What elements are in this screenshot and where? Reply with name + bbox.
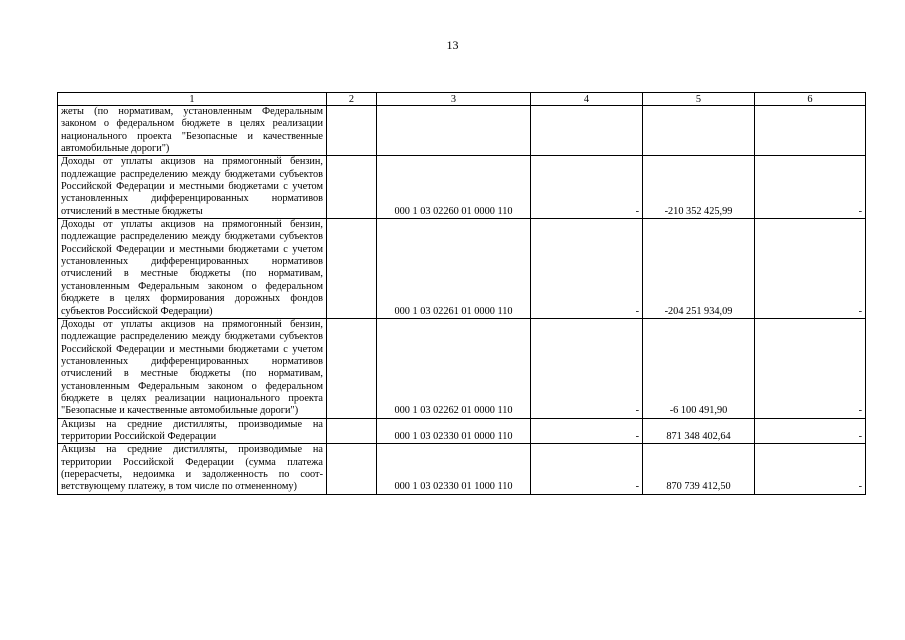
- table-row: [58, 418, 866, 444]
- column-header-3: 3: [377, 93, 531, 106]
- row-col4-cell: -: [531, 318, 643, 418]
- table-row: [58, 219, 866, 319]
- row-col6-cell: -: [755, 318, 866, 418]
- row-code-cell: [377, 106, 531, 156]
- row-col4-cell: -: [531, 219, 643, 319]
- column-header-5: 5: [643, 93, 755, 106]
- table-row: [58, 106, 866, 156]
- row-col2-cell: [327, 156, 377, 219]
- row-code-cell: 000 1 03 02330 01 1000 110: [377, 444, 531, 494]
- row-name-cell: Акцизы на средние дистилляты, производимые на территории Российской Федерации (сумма платежа (перерасчеты, недоимка и задолженность по соответствующему платежу, в том числе по отмененному): [58, 444, 327, 494]
- table-row: [58, 156, 866, 219]
- row-col6-cell: -: [755, 418, 866, 444]
- row-code-cell: 000 1 03 02262 01 0000 110: [377, 318, 531, 418]
- row-name-cell: Доходы от уплаты акцизов на прямогонный бензин, подлежащие распределению между бюджетами субъектов Российской Федерации и местными бюджетами с учетом установленных дифференцированных нормативов отчислений в местные бюджеты (по нормативам, установленным Федеральным законом о федеральном бюджете в целях реализации национального проекта "Безопасные и качественные автомобильные дороги"): [58, 318, 327, 418]
- row-name-cell: жеты (по нормативам, установленным Федеральным законом о федеральном бюджете в целях реализации национального проекта "Безопасные и качественные автомобильные дороги"): [58, 106, 327, 156]
- table-row: [58, 318, 866, 418]
- column-header-6: 6: [755, 93, 866, 106]
- row-col2-cell: [327, 318, 377, 418]
- row-col2-cell: [327, 219, 377, 319]
- row-amount-cell: 870 739 412,50: [643, 444, 755, 494]
- row-col4-cell: -: [531, 418, 643, 444]
- row-col4-cell: [531, 106, 643, 156]
- row-name-cell: Акцизы на средние дистилляты, производимые на территории Российской Федерации: [58, 418, 327, 444]
- row-code-cell: 000 1 03 02330 01 0000 110: [377, 418, 531, 444]
- row-code-cell: 000 1 03 02260 01 0000 110: [377, 156, 531, 219]
- row-col6-cell: -: [755, 444, 866, 494]
- row-amount-cell: -6 100 491,90: [643, 318, 755, 418]
- row-col2-cell: [327, 418, 377, 444]
- column-header-1: 1: [58, 93, 327, 106]
- column-header-2: 2: [327, 93, 377, 106]
- row-col4-cell: -: [531, 444, 643, 494]
- row-amount-cell: [643, 106, 755, 156]
- row-code-cell: 000 1 03 02261 01 0000 110: [377, 219, 531, 319]
- column-header-4: 4: [531, 93, 643, 106]
- row-col6-cell: -: [755, 219, 866, 319]
- row-col2-cell: [327, 106, 377, 156]
- row-amount-cell: 871 348 402,64: [643, 418, 755, 444]
- row-col4-cell: -: [531, 156, 643, 219]
- row-amount-cell: -210 352 425,99: [643, 156, 755, 219]
- row-col2-cell: [327, 444, 377, 494]
- table-row: [58, 444, 866, 494]
- row-name-cell: Доходы от уплаты акцизов на прямогонный бензин, подлежащие распределению между бюджетами субъектов Российской Федерации и местными бюджетами с учетом установленных дифференцированных нормативов отчислений в местные бюджеты (по нормативам, установленным Федеральным законом о федеральном бюджете в целях формирования дорожных фондов субъектов Российской Федерации): [58, 219, 327, 319]
- table-header-row: [58, 93, 866, 106]
- budget-revenue-table: [57, 92, 866, 495]
- page-number: 13: [446, 38, 459, 52]
- row-name-cell: Доходы от уплаты акцизов на прямогонный бензин, подлежащие распределению между бюджетами субъектов Российской Федерации и местными бюджетами с учетом установленных дифференцированных нормативов отчислений в местные бюджеты: [58, 156, 327, 219]
- row-col6-cell: [755, 106, 866, 156]
- row-amount-cell: -204 251 934,09: [643, 219, 755, 319]
- row-col6-cell: -: [755, 156, 866, 219]
